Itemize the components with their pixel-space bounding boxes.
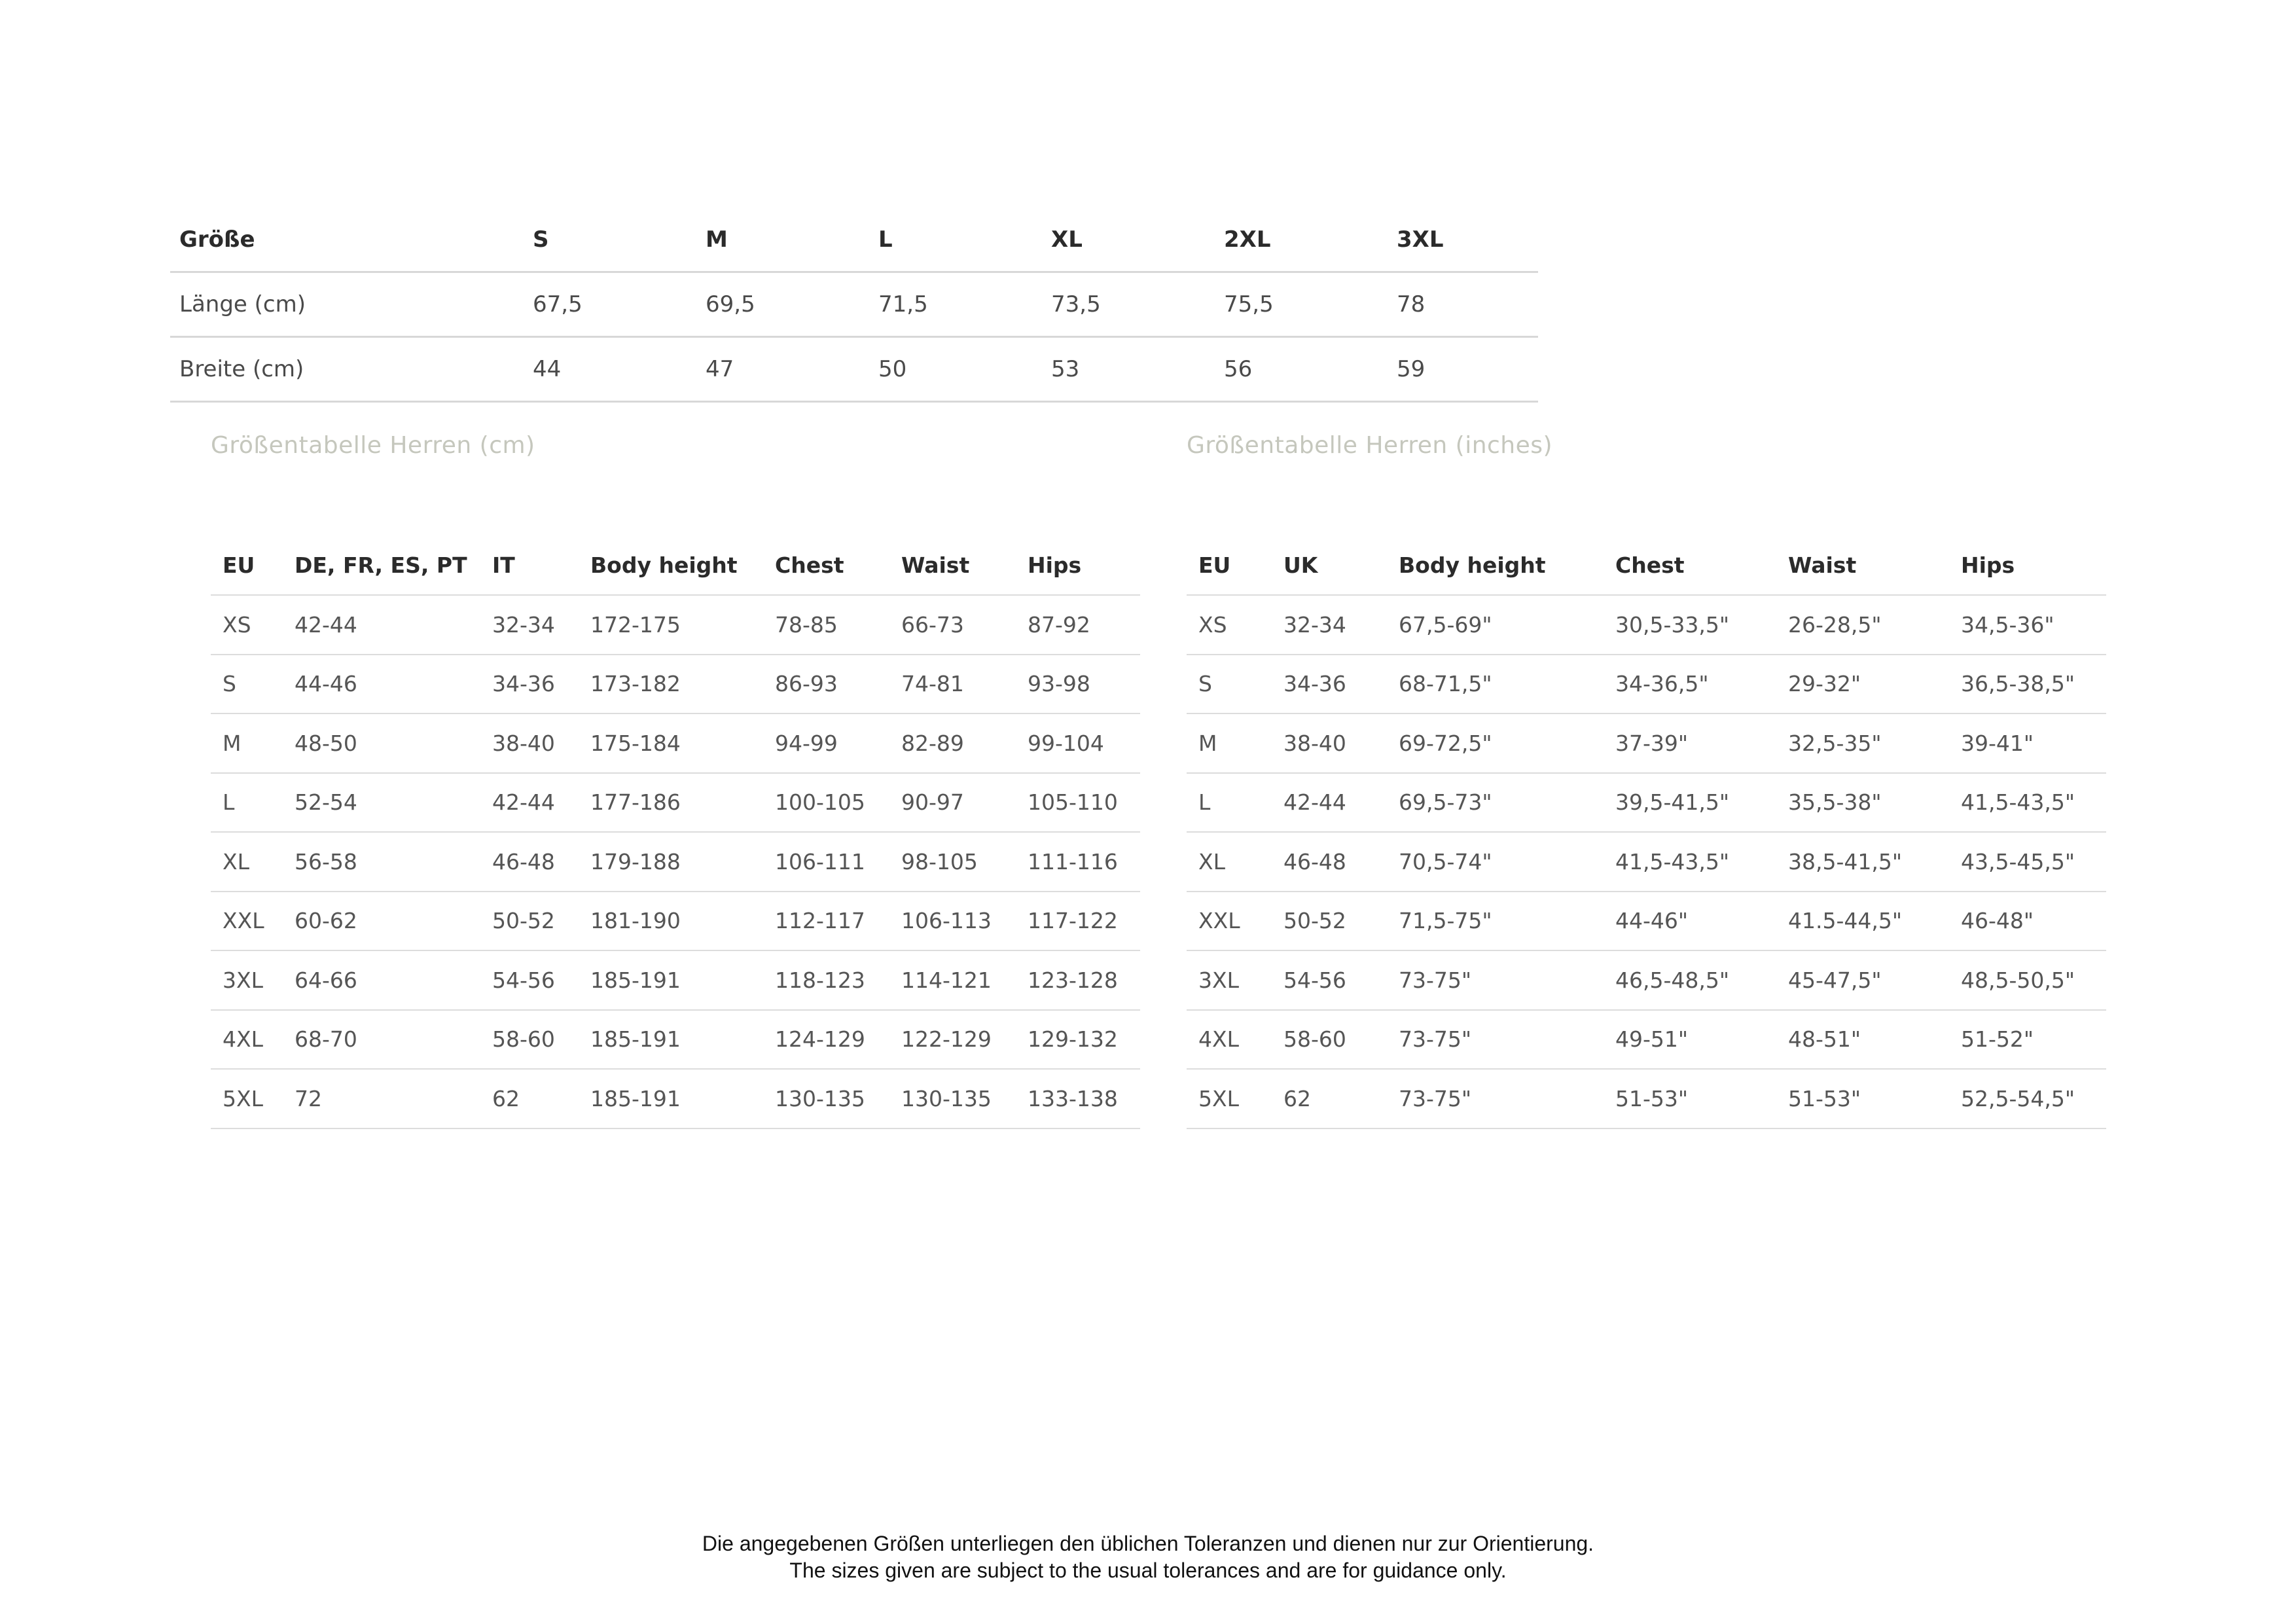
table-row <box>1187 655 2106 714</box>
size-label: XS <box>1187 595 1272 655</box>
table-cell: 62 <box>1272 1069 1387 1128</box>
header-cell: UK <box>1272 535 1387 595</box>
table-cell: 50 <box>869 337 1042 402</box>
table-cell: 41,5-43,5" <box>1949 773 2106 833</box>
table-cell: 72 <box>283 1069 480 1128</box>
size-label: 5XL <box>211 1069 283 1128</box>
table-row <box>211 655 1140 714</box>
table-cell: 48,5-50,5" <box>1949 950 2106 1010</box>
table-cell: 54-56 <box>1272 950 1387 1010</box>
header-cell: Hips <box>1949 535 2106 595</box>
table-cell: 52,5-54,5" <box>1949 1069 2106 1128</box>
table-cell: 175-184 <box>579 713 763 773</box>
table-cell: 30,5-33,5" <box>1604 595 1776 655</box>
header-cell: S <box>524 208 696 272</box>
header-cell: EU <box>1187 535 1272 595</box>
table-cell: 106-113 <box>889 892 1016 951</box>
size-label: L <box>211 773 283 833</box>
size-label: 3XL <box>1187 950 1272 1010</box>
table-cell: 68-70 <box>283 1010 480 1070</box>
table-cell: 130-135 <box>763 1069 889 1128</box>
table-cell: 51-53" <box>1776 1069 1949 1128</box>
table-cell: 46-48" <box>1949 892 2106 951</box>
table-cell: 36,5-38,5" <box>1949 655 2106 714</box>
table-row <box>211 1010 1140 1070</box>
row-label: Breite (cm) <box>170 337 524 402</box>
table-body <box>1187 595 2106 1128</box>
table-cell: 35,5-38" <box>1776 773 1949 833</box>
table-cell: 39,5-41,5" <box>1604 773 1776 833</box>
table-row <box>211 595 1140 655</box>
size-label: M <box>211 713 283 773</box>
table-cell: 46-48 <box>1272 832 1387 892</box>
header-cell: M <box>696 208 869 272</box>
table-cell: 62 <box>480 1069 579 1128</box>
table-cell: 105-110 <box>1016 773 1140 833</box>
table-cell: 43,5-45,5" <box>1949 832 2106 892</box>
table-cell: 39-41" <box>1949 713 2106 773</box>
table-cell: 106-111 <box>763 832 889 892</box>
size-label: L <box>1187 773 1272 833</box>
header-cell: DE, FR, ES, PT <box>283 535 480 595</box>
table-row <box>1187 1069 2106 1128</box>
table-row <box>1187 773 2106 833</box>
table-cell: 70,5-74" <box>1387 832 1604 892</box>
table-cell: 42-44 <box>480 773 579 833</box>
header-cell: EU <box>211 535 283 595</box>
table-cell: 41,5-43,5" <box>1604 832 1776 892</box>
table-cell: 50-52 <box>480 892 579 951</box>
size-chart-inches-title: Größentabelle Herren (inches) <box>1187 432 1553 459</box>
header-cell: Chest <box>1604 535 1776 595</box>
table-cell: 38-40 <box>480 713 579 773</box>
table-cell: 58-60 <box>1272 1010 1387 1070</box>
table-cell: 32,5-35" <box>1776 713 1949 773</box>
table-cell: 111-116 <box>1016 832 1140 892</box>
table-cell: 114-121 <box>889 950 1016 1010</box>
size-label: XL <box>1187 832 1272 892</box>
table-cell: 58-60 <box>480 1010 579 1070</box>
table-row <box>211 713 1140 773</box>
table-cell: 99-104 <box>1016 713 1140 773</box>
row-label: Länge (cm) <box>170 272 524 337</box>
table-header-row <box>170 208 1538 272</box>
size-label: 4XL <box>211 1010 283 1070</box>
table-cell: 69,5 <box>696 272 869 337</box>
table-cell: 64-66 <box>283 950 480 1010</box>
table-cell: 44 <box>524 337 696 402</box>
table-cell: 100-105 <box>763 773 889 833</box>
table-cell: 73-75" <box>1387 1069 1604 1128</box>
table-cell: 179-188 <box>579 832 763 892</box>
size-chart-inches-table <box>1187 535 2106 1129</box>
table-cell: 38-40 <box>1272 713 1387 773</box>
table-cell: 185-191 <box>579 1069 763 1128</box>
table-cell: 78-85 <box>763 595 889 655</box>
table-row <box>211 1069 1140 1128</box>
table-cell: 60-62 <box>283 892 480 951</box>
header-cell: 2XL <box>1215 208 1388 272</box>
table-cell: 37-39" <box>1604 713 1776 773</box>
table-cell: 177-186 <box>579 773 763 833</box>
table-row <box>1187 595 2106 655</box>
table-cell: 67,5-69" <box>1387 595 1604 655</box>
disclaimer-english: The sizes given are subject to the usual tolerances and are for guidance only. <box>789 1559 1507 1582</box>
table-cell: 34-36,5" <box>1604 655 1776 714</box>
table-cell: 53 <box>1042 337 1215 402</box>
table-cell: 90-97 <box>889 773 1016 833</box>
table-cell: 122-129 <box>889 1010 1016 1070</box>
header-cell: XL <box>1042 208 1215 272</box>
table-cell: 124-129 <box>763 1010 889 1070</box>
table-cell: 181-190 <box>579 892 763 951</box>
table-cell: 52-54 <box>283 773 480 833</box>
size-label: M <box>1187 713 1272 773</box>
table-cell: 42-44 <box>283 595 480 655</box>
table-cell: 51-53" <box>1604 1069 1776 1128</box>
size-label: 3XL <box>211 950 283 1010</box>
header-cell: Hips <box>1016 535 1140 595</box>
table-row <box>211 832 1140 892</box>
size-label: 5XL <box>1187 1069 1272 1128</box>
table-cell: 129-132 <box>1016 1010 1140 1070</box>
table-cell: 118-123 <box>763 950 889 1010</box>
table-cell: 44-46 <box>283 655 480 714</box>
table-body <box>211 595 1140 1128</box>
header-cell: 3XL <box>1388 208 1538 272</box>
size-label: XL <box>211 832 283 892</box>
disclaimer-german: Die angegebenen Größen unterliegen den üblichen Toleranzen und dienen nur zur Orientierung. <box>702 1532 1594 1555</box>
table-cell: 86-93 <box>763 655 889 714</box>
table-cell: 87-92 <box>1016 595 1140 655</box>
table-row <box>1187 713 2106 773</box>
table-cell: 51-52" <box>1949 1010 2106 1070</box>
size-label: XS <box>211 595 283 655</box>
table-row <box>211 950 1140 1010</box>
table-cell: 54-56 <box>480 950 579 1010</box>
table-cell: 34,5-36" <box>1949 595 2106 655</box>
table-cell: 78 <box>1388 272 1538 337</box>
table-cell: 98-105 <box>889 832 1016 892</box>
table-cell: 45-47,5" <box>1776 950 1949 1010</box>
table-header-row <box>1187 535 2106 595</box>
table-cell: 32-34 <box>1272 595 1387 655</box>
size-label: XXL <box>211 892 283 951</box>
table-cell: 44-46" <box>1604 892 1776 951</box>
table-cell: 59 <box>1388 337 1538 402</box>
table-cell: 46-48 <box>480 832 579 892</box>
table-cell: 112-117 <box>763 892 889 951</box>
table-cell: 82-89 <box>889 713 1016 773</box>
table-cell: 130-135 <box>889 1069 1016 1128</box>
table-cell: 48-50 <box>283 713 480 773</box>
size-label: XXL <box>1187 892 1272 951</box>
table-cell: 68-71,5" <box>1387 655 1604 714</box>
table-cell: 66-73 <box>889 595 1016 655</box>
size-chart-cm-table <box>211 535 1140 1129</box>
table-cell: 50-52 <box>1272 892 1387 951</box>
table-cell: 71,5 <box>869 272 1042 337</box>
table-cell: 47 <box>696 337 869 402</box>
table-row <box>170 272 1538 337</box>
table-row <box>170 337 1538 402</box>
table-cell: 133-138 <box>1016 1069 1140 1128</box>
table-cell: 41.5-44,5" <box>1776 892 1949 951</box>
table-cell: 34-36 <box>480 655 579 714</box>
header-cell: Waist <box>889 535 1016 595</box>
size-chart-cm-title: Größentabelle Herren (cm) <box>211 432 535 459</box>
header-cell: IT <box>480 535 579 595</box>
table-cell: 71,5-75" <box>1387 892 1604 951</box>
garment-measurement-table <box>170 208 1538 403</box>
table-row <box>211 892 1140 951</box>
size-label: 4XL <box>1187 1010 1272 1070</box>
table-cell: 56-58 <box>283 832 480 892</box>
table-row <box>211 773 1140 833</box>
table-row <box>1187 1010 2106 1070</box>
table-header-row <box>211 535 1140 595</box>
header-cell: L <box>869 208 1042 272</box>
table-cell: 73,5 <box>1042 272 1215 337</box>
table-cell: 172-175 <box>579 595 763 655</box>
table-cell: 67,5 <box>524 272 696 337</box>
table-cell: 123-128 <box>1016 950 1140 1010</box>
header-cell: Body height <box>1387 535 1604 595</box>
table-cell: 173-182 <box>579 655 763 714</box>
table-cell: 29-32" <box>1776 655 1949 714</box>
table-cell: 42-44 <box>1272 773 1387 833</box>
size-label: S <box>211 655 283 714</box>
table-row <box>1187 950 2106 1010</box>
table-cell: 74-81 <box>889 655 1016 714</box>
table-cell: 34-36 <box>1272 655 1387 714</box>
table-row <box>1187 832 2106 892</box>
table-cell: 117-122 <box>1016 892 1140 951</box>
header-cell: Chest <box>763 535 889 595</box>
table-cell: 94-99 <box>763 713 889 773</box>
table-cell: 49-51" <box>1604 1010 1776 1070</box>
header-cell: Größe <box>170 208 524 272</box>
table-cell: 185-191 <box>579 950 763 1010</box>
size-label: S <box>1187 655 1272 714</box>
table-row <box>1187 892 2106 951</box>
table-cell: 73-75" <box>1387 1010 1604 1070</box>
table-cell: 185-191 <box>579 1010 763 1070</box>
table-cell: 26-28,5" <box>1776 595 1949 655</box>
table-cell: 75,5 <box>1215 272 1388 337</box>
table-cell: 93-98 <box>1016 655 1140 714</box>
table-cell: 69,5-73" <box>1387 773 1604 833</box>
table-cell: 46,5-48,5" <box>1604 950 1776 1010</box>
table-cell: 73-75" <box>1387 950 1604 1010</box>
header-cell: Waist <box>1776 535 1949 595</box>
table-cell: 38,5-41,5" <box>1776 832 1949 892</box>
header-cell: Body height <box>579 535 763 595</box>
table-cell: 56 <box>1215 337 1388 402</box>
table-cell: 48-51" <box>1776 1010 1949 1070</box>
table-cell: 69-72,5" <box>1387 713 1604 773</box>
table-cell: 32-34 <box>480 595 579 655</box>
